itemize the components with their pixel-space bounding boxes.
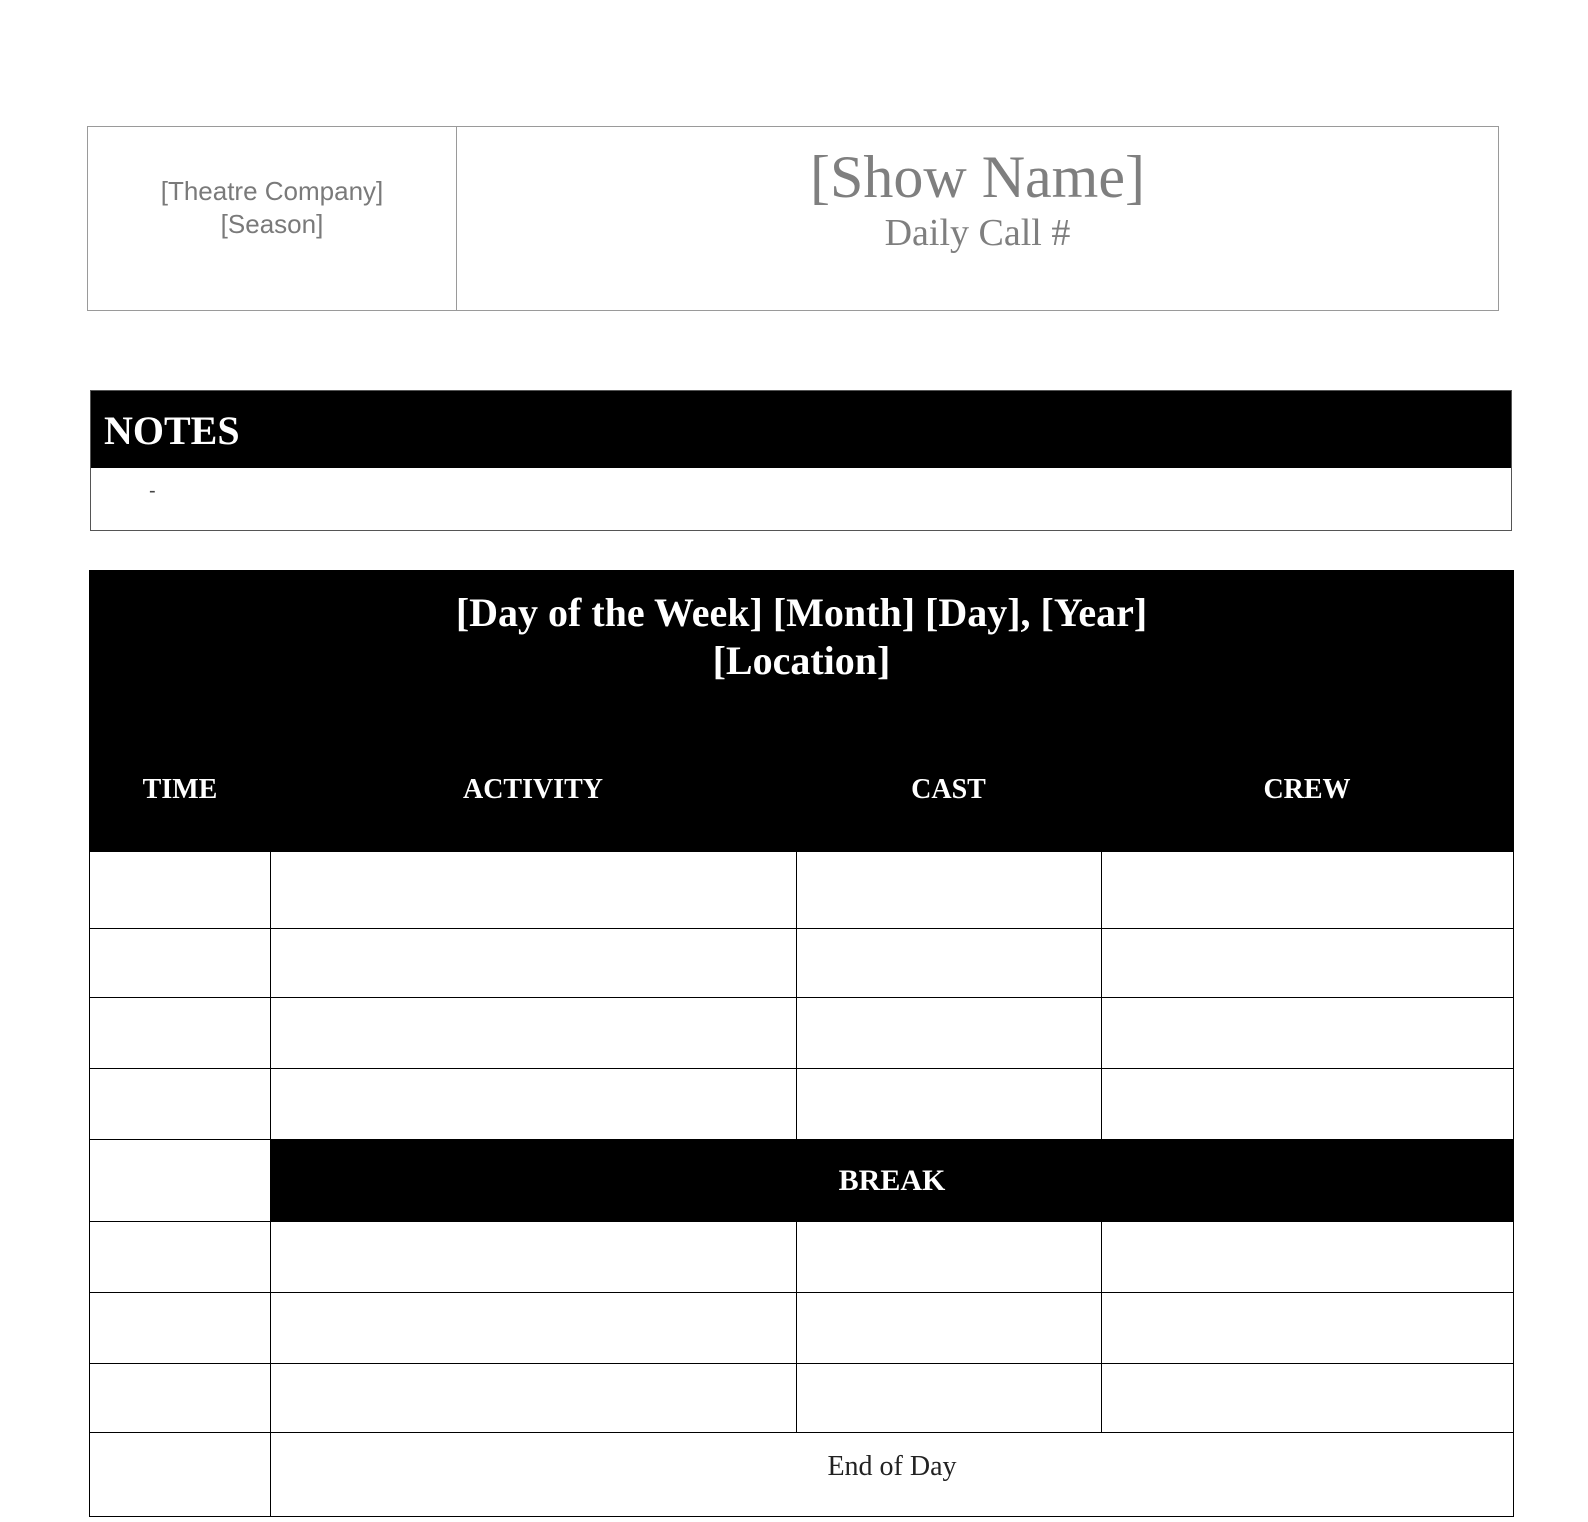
show-cell (457, 127, 1498, 310)
column-header-activity: ACTIVITY (462, 774, 604, 805)
crew-cell[interactable] (1101, 929, 1513, 997)
notes-title: NOTES (91, 391, 1511, 468)
end-of-day-row (90, 1432, 1513, 1516)
activity-cell[interactable] (270, 929, 796, 997)
crew-cell[interactable] (1101, 1069, 1513, 1139)
break-row (90, 1139, 1513, 1221)
table-row (90, 928, 1513, 997)
time-cell[interactable] (90, 929, 270, 997)
activity-cell[interactable] (270, 852, 796, 928)
cast-cell[interactable] (796, 929, 1101, 997)
schedule-date[interactable]: [Day of the Week] [Month] [Day], [Year] (455, 590, 1148, 635)
company-name[interactable]: [Theatre Company] (160, 176, 384, 206)
activity-cell[interactable] (270, 1222, 796, 1292)
time-cell[interactable] (90, 1069, 270, 1139)
crew-cell[interactable] (1101, 1222, 1513, 1292)
daily-call-number[interactable]: Daily Call # (884, 212, 1071, 254)
break-label: BREAK (270, 1140, 1513, 1221)
time-cell[interactable] (90, 1140, 270, 1221)
time-cell[interactable] (90, 852, 270, 928)
cast-cell[interactable] (796, 1293, 1101, 1363)
company-cell (88, 127, 457, 310)
schedule-table (89, 570, 1514, 1517)
time-cell[interactable] (90, 998, 270, 1068)
table-row (90, 1292, 1513, 1363)
table-row (90, 997, 1513, 1068)
time-cell[interactable] (90, 1293, 270, 1363)
activity-cell[interactable] (270, 1293, 796, 1363)
column-header-time: TIME (142, 774, 218, 805)
schedule-header (90, 571, 1513, 852)
cast-cell[interactable] (796, 852, 1101, 928)
cast-cell[interactable] (796, 998, 1101, 1068)
crew-cell[interactable] (1101, 1293, 1513, 1363)
table-row (90, 1363, 1513, 1432)
crew-cell[interactable] (1101, 852, 1513, 928)
notes-body[interactable] (91, 468, 1511, 530)
season[interactable]: [Season] (220, 209, 324, 239)
time-cell[interactable] (90, 1433, 270, 1516)
cast-cell[interactable] (796, 1069, 1101, 1139)
cast-cell[interactable] (796, 1222, 1101, 1292)
table-row (90, 1068, 1513, 1139)
end-of-day-label: End of Day (270, 1433, 1513, 1516)
table-row (90, 1221, 1513, 1292)
crew-cell[interactable] (1101, 1364, 1513, 1432)
notes-section (90, 390, 1512, 531)
table-row (90, 852, 1513, 928)
activity-cell[interactable] (270, 1069, 796, 1139)
time-cell[interactable] (90, 1222, 270, 1292)
show-name[interactable]: [Show Name] (810, 144, 1145, 210)
column-header-crew: CREW (1263, 774, 1351, 805)
schedule-location[interactable]: [Location] (712, 638, 891, 683)
cast-cell[interactable] (796, 1364, 1101, 1432)
activity-cell[interactable] (270, 998, 796, 1068)
activity-cell[interactable] (270, 1364, 796, 1432)
column-header-cast: CAST (911, 774, 986, 805)
notes-item[interactable]: - (149, 480, 156, 502)
header-box (87, 126, 1499, 311)
crew-cell[interactable] (1101, 998, 1513, 1068)
time-cell[interactable] (90, 1364, 270, 1432)
schedule-body (90, 852, 1513, 1516)
